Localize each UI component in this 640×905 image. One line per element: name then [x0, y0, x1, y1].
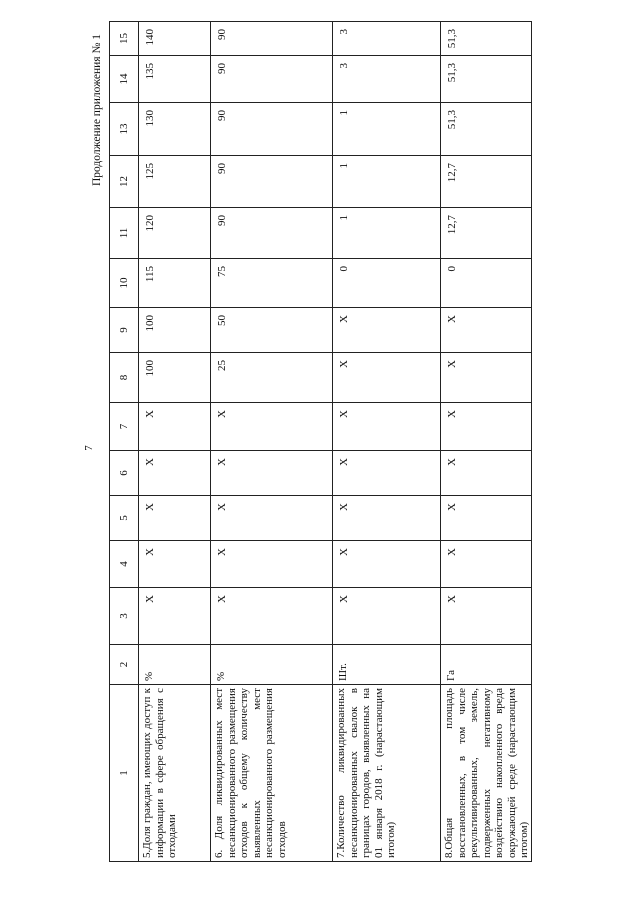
- indicator-value: Х: [441, 403, 532, 451]
- column-number: 13: [110, 103, 139, 156]
- indicator-value: Х: [211, 451, 333, 496]
- column-number: 6: [110, 451, 139, 496]
- indicator-value: 90: [211, 103, 333, 156]
- column-number: 1: [110, 685, 139, 862]
- column-number: 5: [110, 496, 139, 541]
- indicator-value: Х: [139, 496, 211, 541]
- indicator-value: Х: [333, 308, 441, 353]
- indicator-value: Х: [139, 541, 211, 588]
- table-row: [333, 22, 441, 862]
- indicator-value: Х: [139, 451, 211, 496]
- column-number: 7: [110, 403, 139, 451]
- indicator-value: Х: [211, 496, 333, 541]
- table-row: [441, 22, 532, 862]
- indicator-value: Х: [441, 541, 532, 588]
- indicators-table-sheet: [109, 22, 530, 862]
- column-number: 8: [110, 353, 139, 403]
- indicator-unit: Шт.: [333, 645, 441, 685]
- indicator-value: Х: [139, 588, 211, 645]
- indicator-value: Х: [333, 403, 441, 451]
- indicator-value: 90: [211, 22, 333, 56]
- indicator-value: Х: [441, 308, 532, 353]
- appendix-caption: Продолжение приложения № 1: [91, 33, 103, 187]
- indicator-value: 50: [211, 308, 333, 353]
- indicator-value: 100: [139, 308, 211, 353]
- indicator-value: Х: [333, 353, 441, 403]
- indicator-value: 3: [333, 22, 441, 56]
- indicator-value: Х: [441, 496, 532, 541]
- indicator-value: Х: [441, 353, 532, 403]
- column-number: 2: [110, 645, 139, 685]
- indicator-value: 3: [333, 56, 441, 103]
- column-number: 14: [110, 56, 139, 103]
- indicator-value: Х: [211, 588, 333, 645]
- indicator-value: 90: [211, 56, 333, 103]
- indicator-unit: Га: [441, 645, 532, 685]
- indicator-value: 90: [211, 156, 333, 208]
- indicator-value: 12,7: [441, 208, 532, 259]
- indicator-value: 75: [211, 259, 333, 308]
- indicator-value: Х: [139, 403, 211, 451]
- column-number: 15: [110, 22, 139, 56]
- indicator-value: 1: [333, 208, 441, 259]
- indicator-value: 51,3: [441, 22, 532, 56]
- page-number: 7: [83, 445, 95, 451]
- indicator-value: Х: [333, 451, 441, 496]
- indicator-value: Х: [333, 496, 441, 541]
- column-number: 10: [110, 259, 139, 308]
- indicator-value: 1: [333, 156, 441, 208]
- indicator-value: 0: [441, 259, 532, 308]
- indicator-value: Х: [211, 403, 333, 451]
- indicator-value: 120: [139, 208, 211, 259]
- column-number: 12: [110, 156, 139, 208]
- indicator-value: 140: [139, 22, 211, 56]
- indicator-value: 135: [139, 56, 211, 103]
- indicators-table: [109, 21, 532, 862]
- indicator-unit: %: [211, 645, 333, 685]
- indicator-value: 51,3: [441, 56, 532, 103]
- indicator-value: 51,3: [441, 103, 532, 156]
- indicator-value: Х: [333, 541, 441, 588]
- indicator-value: Х: [333, 588, 441, 645]
- indicator-value: 1: [333, 103, 441, 156]
- column-number: 3: [110, 588, 139, 645]
- indicator-value: 90: [211, 208, 333, 259]
- table-row: [139, 22, 211, 862]
- indicator-value: 115: [139, 259, 211, 308]
- indicator-value: 0: [333, 259, 441, 308]
- indicator-value: Х: [211, 541, 333, 588]
- indicator-name: 5.Доля граждан, имеющих доступ к информации в сфере обращения с отходами: [139, 685, 211, 862]
- indicator-value: Х: [441, 451, 532, 496]
- indicator-value: 130: [139, 103, 211, 156]
- column-number: 9: [110, 308, 139, 353]
- table-row: [211, 22, 333, 862]
- indicator-value: Х: [441, 588, 532, 645]
- indicator-value: 25: [211, 353, 333, 403]
- indicator-name: 7.Количество ликвидированных несанкционированных свалок в границах городов, выявленных на 01 января 2018 г. (нарастающим итогом): [333, 685, 441, 862]
- indicator-name: 8.Общая площадь восстановленных, в том числе рекультивированных, земель, подверженных негативному воздействию накопленного вреда окружающей среде (нарастающим итогом): [441, 685, 532, 862]
- column-number: 4: [110, 541, 139, 588]
- indicator-name: 6. Доля ликвидированных мест несанкционированного размещения отходов к общему количеству выявленных мест несанкционированного размещения отходов: [211, 685, 333, 862]
- column-number: 11: [110, 208, 139, 259]
- indicator-unit: %: [139, 645, 211, 685]
- indicator-value: 100: [139, 353, 211, 403]
- indicator-value: 12,7: [441, 156, 532, 208]
- indicator-value: 125: [139, 156, 211, 208]
- column-number-row: [110, 22, 139, 862]
